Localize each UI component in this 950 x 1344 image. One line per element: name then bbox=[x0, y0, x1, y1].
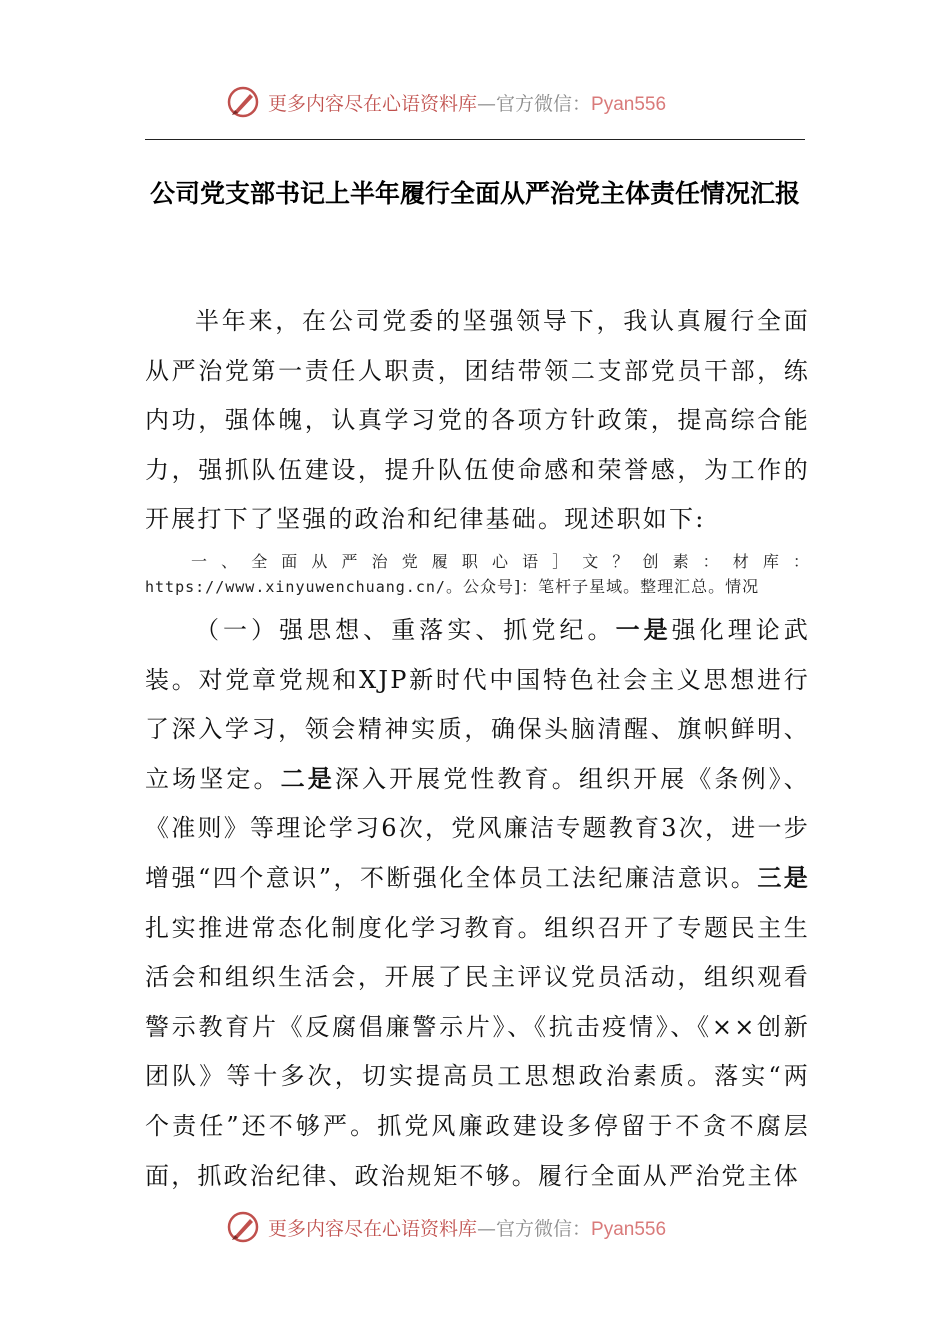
lead-one: 一是 bbox=[615, 615, 672, 644]
banner-dash: — bbox=[477, 92, 497, 115]
section-1-heading: （一）强思想、重落实、抓党纪。 bbox=[195, 615, 616, 644]
banner-main-text: 更多内容尽在心语资料库 bbox=[268, 1217, 478, 1240]
banner-main-text: 更多内容尽在心语资料库 bbox=[268, 92, 478, 115]
banner-label: 官方微信： bbox=[496, 1217, 592, 1240]
document-body bbox=[145, 297, 810, 1201]
source-url[interactable]: https://www.xinyuwenchuang.cn/ bbox=[145, 577, 446, 596]
banner-label: 官方微信： bbox=[496, 92, 592, 115]
pen-logo-icon bbox=[226, 1210, 260, 1244]
source-prefix: 一、全面从严治党履职心语］文？创素：材库： bbox=[191, 551, 810, 571]
lead-three: 三是 bbox=[757, 863, 811, 892]
banner-account: Pyan556 bbox=[591, 93, 667, 115]
document-title: 公司党支部书记上半年履行全面从严治党主体责任情况汇报 bbox=[149, 179, 800, 208]
banner-text bbox=[268, 1214, 666, 1241]
header-rule bbox=[145, 139, 805, 140]
banner-account: Pyan556 bbox=[591, 1218, 667, 1240]
banner-dash: — bbox=[477, 1217, 497, 1240]
banner-text bbox=[268, 89, 666, 116]
lead-two: 二是 bbox=[280, 764, 335, 793]
source-line bbox=[145, 545, 810, 606]
pen-logo-icon bbox=[226, 85, 260, 119]
source-suffix: 。公众号]：笔杆子星域。整理汇总。情况 bbox=[445, 576, 760, 596]
footer-banner[interactable] bbox=[226, 1207, 666, 1247]
header-banner[interactable] bbox=[226, 82, 666, 122]
section-1-paragraph bbox=[145, 606, 810, 1201]
point-one-text: 强化理论武装。对党章党规和XJP新时代中国特色社会主义思想进行了深入学习，领会精神实质，确保头脑清醒、旗帜鲜明、立场坚定。 bbox=[145, 615, 811, 793]
point-two-text: 深入开展党性教育。组织开展《条例》、《准则》等理论学习6次，党风廉洁专题教育3次，进一步增强“四个意识”，不断强化全体员工法纪廉洁意识。 bbox=[145, 764, 810, 892]
point-three-text: 扎实推进常态化制度化学习教育。组织召开了专题民主生活会和组织生活会，开展了民主评议党员活动，组织观看警示教育片《反腐倡廉警示片》、《抗击疫情》、《××创新团队》等十多次，切实提高员工思想政治素质。落实“两个责任”还不够严。抓党风廉政建设多停留于不贪不腐层面，抓政治纪律、政治规矩不够。履行全面从严治党主体 bbox=[145, 913, 810, 1190]
intro-paragraph: 半年来，在公司党委的坚强领导下，我认真履行全面从严治党第一责任人职责，团结带领二支部党员干部，练内功，强体魄，认真学习党的各项方针政策，提高综合能力，强抓队伍建设，提升队伍使命感和荣誉感，为工作的开展打下了坚强的政治和纪律基础。现述职如下: bbox=[145, 307, 810, 534]
